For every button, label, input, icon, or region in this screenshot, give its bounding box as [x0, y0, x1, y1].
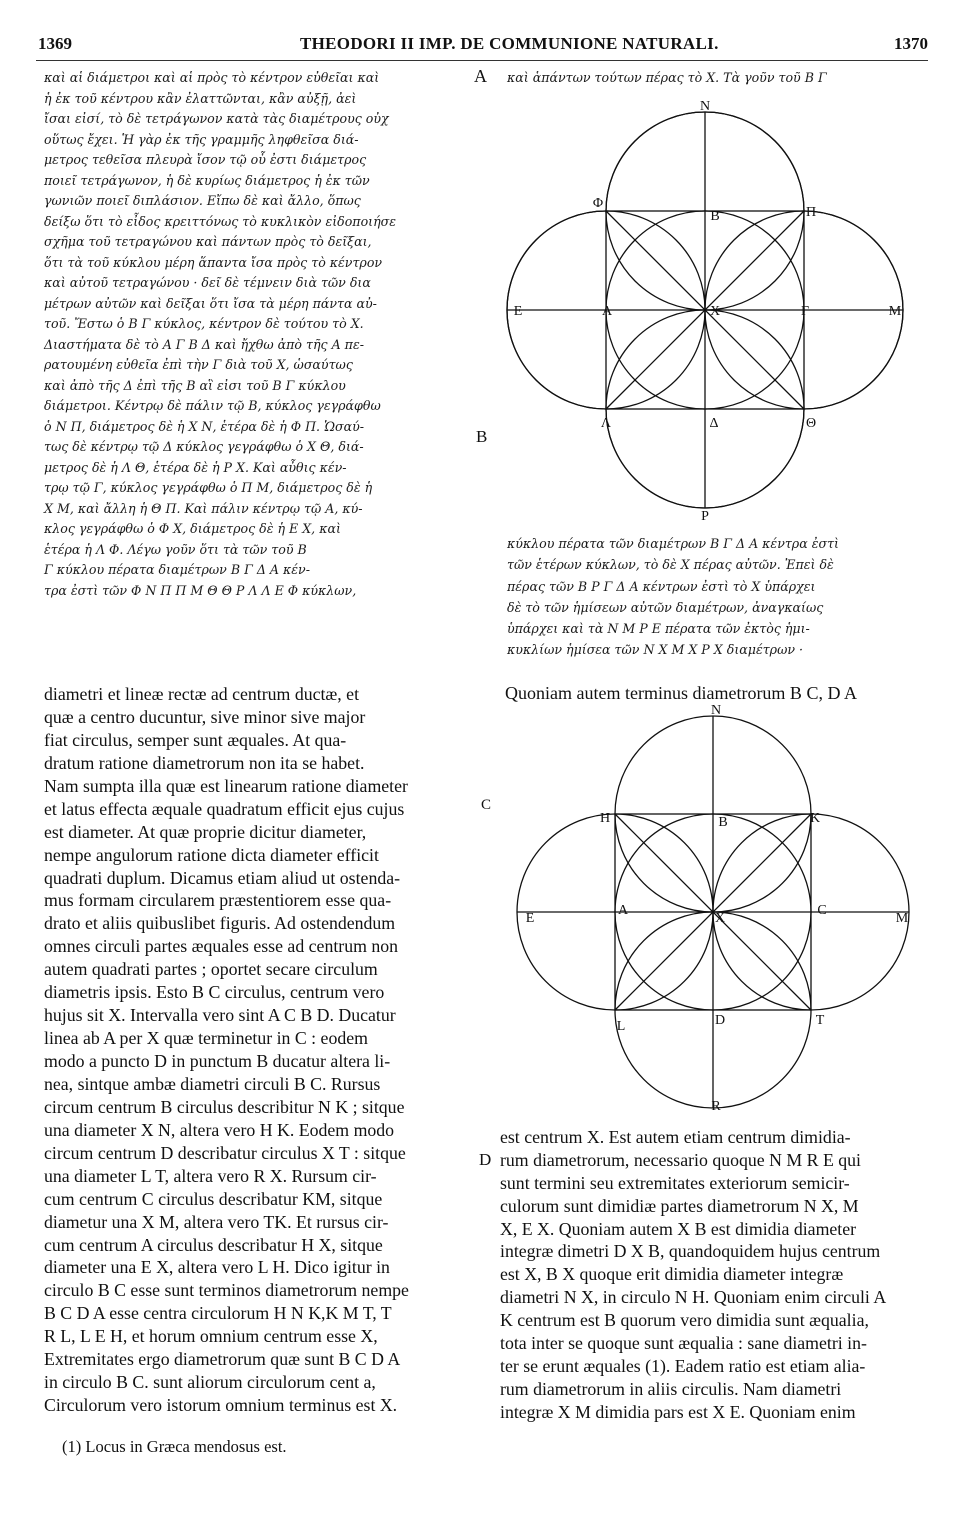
ll-line: cum centrum A circulus describatur H X, sitque [44, 1234, 383, 1255]
ll-line: B C D A esse centra circulorum H N K,K M T, T [44, 1303, 392, 1324]
lg-line: μετρος δὲ ἡ Λ Θ, ἑτέρα δὲ ἡ Ρ Χ. Καὶ αὖθις κέν- [44, 459, 347, 475]
ll-line: circum centrum B circulus describitur N K ; sitque [44, 1096, 405, 1117]
lg-line: κλος γεγράφθω ὁ Φ Χ, διάμετρος δὲ ἡ Ε Χ, καὶ [44, 521, 341, 536]
left-latin-column [44, 683, 474, 1417]
left-greek-column [44, 68, 464, 601]
gfig-labels-label: Χ [709, 304, 721, 319]
ll-line: dratum ratione diametrorum non ita se habet. [44, 752, 365, 773]
lg-line: τως δὲ κέντρῳ τῷ Δ κύκλος γεγράφθω ὁ Χ Θ, διά- [44, 439, 364, 454]
rl-line: integræ X M dimidia pars est X E. Quoniam enim [500, 1401, 856, 1422]
running-title: THEODORI II IMP. DE COMMUNIONE NATURALI. [300, 34, 719, 53]
lg-line: δείξω ὅτι τὸ εἶδος κρειττόνως τὸ κυκλικὸν εἰδοποιήσε [44, 213, 397, 229]
ll-line: Nam sumpta illa quæ est linearum ratione diameter [44, 775, 408, 796]
gfig-labels-label: Φ [592, 196, 604, 211]
footnote: (1) Locus in Græca mendosus est. [62, 1437, 287, 1456]
lg-line: τοῦ. Ἔστω ὁ Β Γ κύκλος, κέντρον δὲ τούτου τὸ Χ. [44, 316, 364, 331]
lfig-labels-label: A [617, 903, 629, 918]
ll-line: drato et aliis quibuslibet figuris. Ad ostendendum [44, 913, 396, 934]
lfig-labels-label: X [714, 911, 726, 926]
lfig-labels-label: R [711, 1099, 721, 1114]
gfig-labels-label: Λ [600, 416, 612, 431]
lg-line: ἴσαι εἰσί, τὸ δὲ τετράγωνον κατὰ τὰς διαμέτρους οὐχ [44, 111, 389, 126]
ll-line: autem quadrati partes ; oportet secare circulum [44, 959, 378, 980]
rl-line: rum diametrorum, necessario quoque N M R E qui [500, 1149, 861, 1170]
lg-line: καὶ αἱ διάμετροι καὶ αἱ πρὸς τὸ κέντρον εὐθεῖαι καὶ [44, 70, 380, 85]
lg-line: Διαστήματα δὲ τὸ Α Γ Β Δ καὶ ἤχθω ἀπὸ τῆς Α πε- [44, 336, 364, 352]
ll-line: Circulorum vero istorum omnium terminus est X. [44, 1395, 398, 1416]
rgm-line: ὑπάρχει καὶ τὰ Ν Μ Ρ Ε πέρατα τῶν ἐκτὸς ἡμι- [507, 621, 810, 637]
margin-letter-d: D [479, 1150, 492, 1169]
lg-line: μετρος τεθεῖσα πλευρὰ ἴσον τῷ οὗ ἐστι διάμετρος [44, 152, 367, 167]
rgm-line: πέρας τῶν Β Ρ Γ Δ Α κέντρων ἐστὶ τὸ Χ ὑπάρχει [507, 578, 816, 594]
ll-line: est diameter. At quæ proprie dicitur diameter, [44, 821, 367, 842]
page-header [38, 34, 928, 58]
rl-line: ter se erunt æquales (1). Eadem ratio est etiam alia- [500, 1355, 866, 1376]
ll-line: diametris ipsis. Esto B C circulus, centrum vero [44, 982, 385, 1003]
rl-line: integræ dimetri D X B, quandoquidem hujus centrum [500, 1241, 881, 1262]
latin-circles-figure [505, 703, 925, 1122]
lfig-labels-label: T [815, 1013, 825, 1028]
rgm-line: δὲ τὸ τῶν ἡμίσεων αὐτῶν διαμέτρων, ἀναγκαίως [507, 599, 824, 615]
lfig-labels-label: L [616, 1019, 626, 1034]
lg-line: τρῳ τῷ Γ, κύκλος γεγράφθω ὁ Π Μ, διάμετρος δὲ ἡ [44, 480, 373, 495]
ll-line: modo a puncto D in punctum B ducatur altera li- [44, 1051, 391, 1071]
lfig-labels-label: D [714, 1013, 726, 1028]
header-rule [36, 60, 928, 61]
right-latin-caption: Quoniam autem terminus diametrorum B C, D A [505, 683, 857, 703]
ll-line: hujus sit X. Intervalla vero sint A C B D. Ducatur [44, 1005, 396, 1026]
ll-line: una diameter X N, altera vero H K. Eodem modo [44, 1119, 395, 1140]
ll-line: in circulo B C. sunt aliorum circulorum cent a, [44, 1372, 376, 1393]
gfig-labels-label: Ν [699, 99, 711, 114]
lg-line: καὶ αὐτοῦ τετραγώνου · δεῖ δὲ τέμνειν διὰ τῶν δια [44, 275, 371, 290]
lg-line: μέτρων αὐτῶν καὶ δεῖξαι ὅτι ἴσα τὰ μέρη πάντα αὐ- [44, 295, 377, 311]
ll-line: et latus effecta æquale quadratum efficit ejus cujus [44, 798, 405, 819]
ll-line: quadrati duplum. Dicamus etiam aliud ut ostenda- [44, 867, 401, 888]
rl-line: diametri N X, in circulo N H. Quoniam enim circuli A [500, 1287, 887, 1308]
lg-line: σχῆμα τοῦ τετραγώνου καὶ πάντων πρὸς τὸ δεῖξαι, [44, 234, 372, 249]
right-greek-top [507, 68, 927, 88]
ll-line: linea ab A per X quæ terminetur in C : eodem [44, 1028, 368, 1049]
rl-line: sunt termini seu extremitates exteriorum semicir- [500, 1172, 850, 1193]
lg-line: Χ Μ, καὶ ἄλλη ἡ Θ Π. Καὶ πάλιν κέντρῳ τῷ Α, κύ- [44, 500, 363, 516]
ll-line: nempe angulorum ratione dicta diameter efficit [44, 844, 379, 865]
ll-line: omnes circuli partes æquales esse ad centrum non [44, 936, 399, 957]
lg-line: ἑτέρα ἡ Λ Φ. Λέγω γοῦν ὅτι τὰ τῶν τοῦ Β [44, 541, 307, 557]
gfig-labels-label: Ε [513, 304, 523, 319]
gfig-labels-label: Θ [805, 416, 817, 431]
ll-line: circulo B C esse sunt terminos diametrorum nempe [44, 1280, 409, 1301]
lfig-labels-label: H [599, 811, 611, 826]
lg-line: γωνιῶν ποιεῖ διπλάσιον. Εἴπω δὲ καὶ ἄλλο, ὅπως [44, 193, 361, 208]
lg-line: ποιεῖ τετράγωνον, ἡ δὲ κυρίως διάμετρος ἡ ἐκ τῶν [44, 172, 370, 188]
rl-line: X, E X. Quoniam autem X B est dimidia diameter [500, 1218, 857, 1239]
lfig-labels-label: M [895, 911, 909, 926]
lfig-labels-label: E [525, 911, 535, 926]
rgt-line: καὶ ἁπάντων τούτων πέρας τὸ Χ. Τὰ γοῦν τοῦ Β Γ [507, 70, 827, 85]
greek-circles-figure [505, 99, 925, 524]
lfig-labels-label: C [817, 903, 827, 918]
rl-line: est X, B X quoque erit dimidia diameter integræ [500, 1264, 844, 1285]
right-latin-column [500, 1126, 940, 1424]
ll-line: circum centrum D describatur circulus X T : sitque [44, 1142, 406, 1163]
lfig-labels-label: B [718, 815, 728, 830]
ll-line: cum centrum C circulus describatur KM, sitque [44, 1188, 383, 1209]
page-number-left: 1369 [38, 34, 72, 53]
ll-line: fiat circulus, semper sunt æquales. At qua- [44, 729, 347, 750]
lfig-labels-label: N [710, 703, 722, 718]
ll-line: R L, L E H, et horum omnium centrum esse X, [44, 1326, 378, 1347]
rgm-line: κύκλου πέρατα τῶν διαμέτρων Β Γ Δ Α κέντρα ἐστὶ [507, 536, 839, 551]
lg-line: ρατουμένη εὐθεῖα ἐπὶ τὴν Γ διὰ τοῦ Χ, ὡσαύτως [44, 357, 353, 372]
gfig-labels-label: Α [601, 304, 613, 319]
lg-line: ὅτι τὰ τοῦ κύκλου μέρη ἅπαντα ἴσα πρὸς τὸ κέντρον [44, 254, 383, 270]
ll-line: quæ a centro ducuntur, sive minor sive major [44, 706, 366, 727]
ll-line: Extremitates ergo diametrorum quæ sunt B C D A [44, 1349, 401, 1370]
gfig-labels-label: Ρ [701, 509, 709, 524]
ll-line: diameter una E X, altera vero L H. Dico igitur in [44, 1257, 390, 1278]
ll-line: diametur una X M, altera vero TK. Et rursus cir- [44, 1211, 389, 1232]
rl-line: tota inter se quoque sunt æqualia : sane diametri in- [500, 1333, 867, 1354]
rl-line: K centrum est B quorum vero dimidia sunt æqualia, [500, 1310, 869, 1331]
gfig-labels-label: Μ [888, 304, 902, 319]
lg-line: καὶ ἀπὸ τῆς Δ ἐπὶ τῆς Β αἳ εἰσι τοῦ Β Γ κύκλου [44, 377, 346, 393]
margin-letter-b: B [476, 427, 488, 446]
right-greek-middle [507, 533, 927, 661]
rl-line: rum diametrorum in aliis circulis. Nam diametri [500, 1378, 842, 1399]
lfig-labels-label: K [809, 811, 821, 826]
lg-line: ἡ ἐκ τοῦ κέντρου κἂν ἐλαττῶνται, κἂν αὐξῇ, ἀεὶ [44, 90, 357, 106]
rgm-line: τῶν ἑτέρων κύκλων, τὸ δὲ Χ πέρας αὐτῶν. Ἐπεὶ δὲ [507, 557, 834, 573]
gfig-labels-label: Β [710, 209, 720, 224]
ll-line: nea, sintque ambæ diametri circuli B C. Rursus [44, 1073, 381, 1094]
ll-line: diametri et lineæ rectæ ad centrum ductæ, et [44, 684, 360, 704]
margin-letter-a: A [474, 66, 487, 86]
margin-letter-c: C [481, 797, 492, 813]
lg-line: ὁ Ν Π, διάμετρος δὲ ἡ Χ Ν, ἑτέρα δὲ ἡ Φ Π. Ὡσαύ- [44, 418, 365, 434]
rl-line: culorum sunt dimidiæ partes diametrorum N X, M [500, 1195, 859, 1216]
ll-line: mus formam circularem præstentiorem esse qua- [44, 890, 392, 911]
lg-line: οὕτως ἔχει. Ἡ γὰρ ἐκ τῆς γραμμῆς ληφθεῖσα διά- [44, 131, 359, 147]
lg-line: τρα ἐστὶ τῶν Φ Ν Π Π Μ Θ Θ Ρ Λ Λ Ε Φ κύκλων, [44, 582, 357, 598]
gfig-labels-label: Δ [709, 416, 719, 431]
lg-line: διάμετροι. Κέντρῳ δὲ πάλιν τῷ Β, κύκλος γεγράφθω [44, 398, 381, 413]
rl-line: est centrum X. Est autem etiam centrum dimidia- [500, 1127, 851, 1147]
gfig-labels-label: Γ [800, 304, 810, 319]
gfig-labels-label: Π [805, 205, 817, 220]
lg-line: Γ κύκλου πέρατα διαμέτρων Β Γ Δ Α κέν- [44, 562, 310, 577]
ll-line: una diameter L T, altera vero R X. Rursum cir- [44, 1165, 377, 1186]
page-number-right: 1370 [894, 34, 928, 53]
rgm-line: κυκλίων ἡμίσεα τῶν Ν Χ Μ Χ Ρ Χ διαμέτρων · [507, 642, 804, 658]
